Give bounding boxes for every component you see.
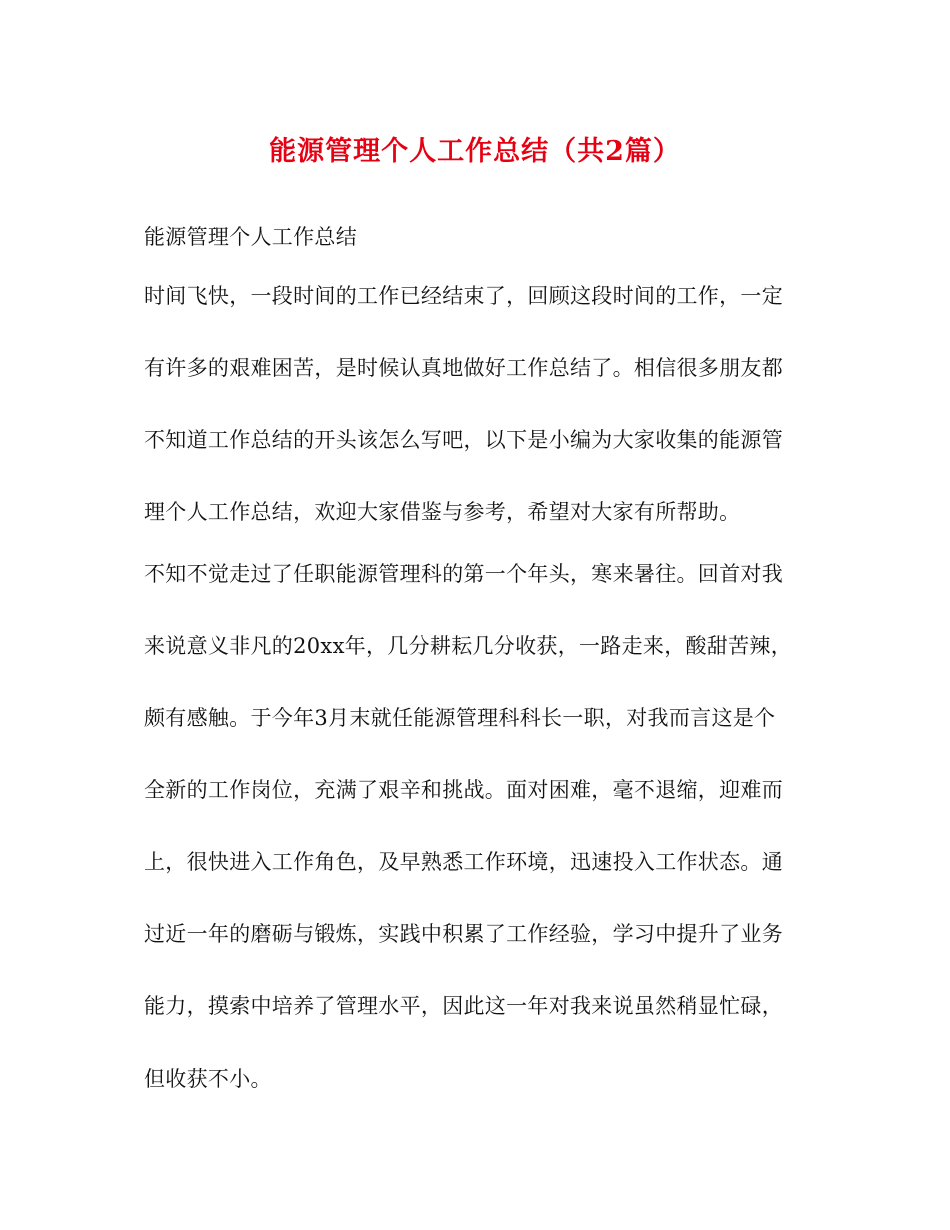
body-line-1: 不知不觉走过了任职能源管理科的第一个年头，寒来暑往。回首对我	[144, 562, 783, 586]
body-line-2: 来说意义非凡的20xx年，几分耕耘几分收获，一路走来，酸甜苦辣，	[144, 634, 793, 658]
body-line-5: 上，很快进入工作角色，及早熟悉工作环境，迅速投入工作状态。通	[144, 850, 783, 874]
intro-line-3: 不知道工作总结的开头该怎么写吧，以下是小编为大家收集的能源管	[144, 428, 783, 452]
body-line-4: 全新的工作岗位，充满了艰辛和挑战。面对困难，毫不退缩，迎难而	[144, 778, 783, 802]
body-line-8: 但收获不小。	[144, 1067, 272, 1091]
intro-line-4: 理个人工作总结，欢迎大家借鉴与参考，希望对大家有所帮助。	[144, 500, 741, 524]
body-line-7: 能力，摸索中培养了管理水平，因此这一年对我来说虽然稍显忙碌，	[144, 994, 783, 1018]
section-heading: 能源管理个人工作总结	[144, 225, 357, 249]
intro-line-2: 有许多的艰难困苦，是时候认真地做好工作总结了。相信很多朋友都	[144, 356, 783, 380]
body-line-3: 颇有感触。于今年3月末就任能源管理科科长一职，对我而言这是个	[144, 706, 776, 730]
document-title: 能源管理个人工作总结（共2篇）	[269, 136, 681, 167]
intro-line-1: 时间飞快，一段时间的工作已经结束了，回顾这段时间的工作，一定	[144, 284, 783, 308]
body-line-6: 过近一年的磨砺与锻炼，实践中积累了工作经验，学习中提升了业务	[144, 922, 783, 946]
